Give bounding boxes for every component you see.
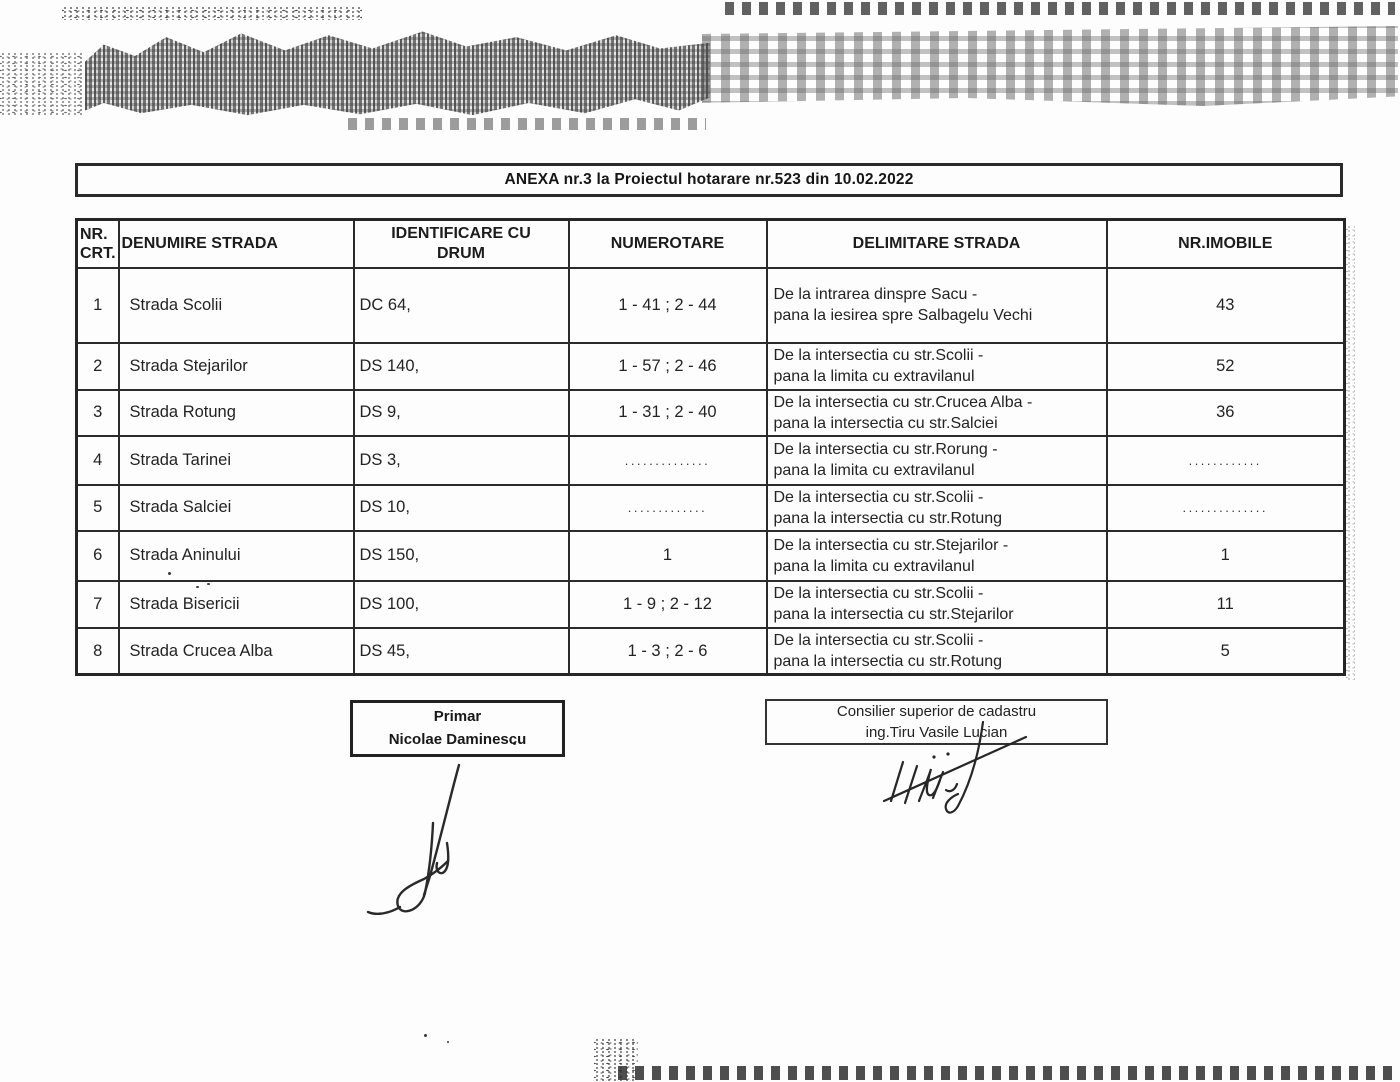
header-identificare-cu-drum: IDENTIFICARE CU DRUM <box>354 220 569 268</box>
cell-delimitare: De la intersectia cu str.Rorung - pana la limita cu extravilanul <box>767 436 1107 485</box>
table-header-row <box>77 220 1345 268</box>
scan-noise-top-checker <box>702 26 1398 106</box>
cell-denumire: Strada Tarinei <box>119 436 354 485</box>
cell-nr: 4 <box>77 436 119 485</box>
cell-numerotare: 1 - 31 ; 2 - 40 <box>569 390 767 436</box>
cell-numerotare: .............. <box>569 436 767 485</box>
table-row <box>77 436 1345 485</box>
cell-imobile: 43 <box>1107 268 1345 343</box>
table-row <box>77 485 1345 531</box>
cell-numerotare: 1 - 3 ; 2 - 6 <box>569 628 767 675</box>
cell-drum: DS 100, <box>354 581 569 628</box>
table-row <box>77 628 1345 675</box>
annex-title-banner <box>75 163 1343 197</box>
scan-noise-bottom-strip <box>618 1066 1400 1080</box>
header-denumire-strada: DENUMIRE STRADA <box>119 220 354 268</box>
cell-delimitare: De la intersectia cu str.Scolii - pana la intersectia cu str.Rotung <box>767 485 1107 531</box>
cell-nr: 2 <box>77 343 119 390</box>
cell-nr: 7 <box>77 581 119 628</box>
cell-numerotare: 1 <box>569 531 767 581</box>
cell-nr: 1 <box>77 268 119 343</box>
scan-noise-top-blob <box>85 24 710 118</box>
cell-numerotare: 1 - 9 ; 2 - 12 <box>569 581 767 628</box>
scan-noise-right-edge <box>1346 225 1355 680</box>
cell-delimitare: De la intersectia cu str.Scolii - pana la intersectia cu str.Rotung <box>767 628 1107 675</box>
cell-denumire: Strada Salciei <box>119 485 354 531</box>
cell-imobile: 5 <box>1107 628 1345 675</box>
scan-noise-top-dash-right <box>725 2 1395 15</box>
cell-denumire: Strada Scolii <box>119 268 354 343</box>
consilier-signature-box <box>765 699 1108 745</box>
cell-numerotare: 1 - 41 ; 2 - 44 <box>569 268 767 343</box>
cell-numerotare: 1 - 57 ; 2 - 46 <box>569 343 767 390</box>
cell-delimitare: De la intrarea dinspre Sacu - pana la iesirea spre Salbagelu Vechi <box>767 268 1107 343</box>
header-nr-crt: NR. CRT. <box>77 220 119 268</box>
table-row <box>77 390 1345 436</box>
cell-nr: 3 <box>77 390 119 436</box>
primar-role: Primar <box>433 708 482 725</box>
table-row <box>77 531 1345 581</box>
header-nr-imobile: NR.IMOBILE <box>1107 220 1345 268</box>
ink-speck <box>424 1034 427 1037</box>
cell-imobile: .............. <box>1107 485 1345 531</box>
cell-denumire: Strada Aninului <box>119 531 354 581</box>
street-table <box>75 218 1346 676</box>
cell-drum: DS 150, <box>354 531 569 581</box>
scan-noise-top-streak-left <box>62 6 362 20</box>
ink-speck <box>447 1041 449 1043</box>
cell-imobile: 36 <box>1107 390 1345 436</box>
cell-delimitare: De la intersectia cu str.Scolii - pana la intersectia cu str.Stejarilor <box>767 581 1107 628</box>
cell-numerotare: ............. <box>569 485 767 531</box>
cell-imobile: 1 <box>1107 531 1345 581</box>
cell-drum: DC 64, <box>354 268 569 343</box>
header-numerotare: NUMEROTARE <box>569 220 767 268</box>
cell-delimitare: De la intersectia cu str.Crucea Alba - pana la intersectia cu str.Salciei <box>767 390 1107 436</box>
primar-name: Nicolae Daminescu <box>388 730 527 748</box>
cell-denumire: Strada Stejarilor <box>119 343 354 390</box>
cell-delimitare: De la intersectia cu str.Stejarilor - pana la limita cu extravilanul <box>767 531 1107 581</box>
table-row <box>77 268 1345 343</box>
cell-nr: 8 <box>77 628 119 675</box>
cell-drum: DS 140, <box>354 343 569 390</box>
cell-drum: DS 10, <box>354 485 569 531</box>
table-row <box>77 581 1345 628</box>
cell-delimitare: De la intersectia cu str.Scolii - pana la limita cu extravilanul <box>767 343 1107 390</box>
cell-drum: DS 3, <box>354 436 569 485</box>
cell-imobile: 52 <box>1107 343 1345 390</box>
cell-denumire: Strada Rotung <box>119 390 354 436</box>
cell-drum: DS 9, <box>354 390 569 436</box>
consilier-role: Consilier superior de cadastru <box>836 703 1037 720</box>
cell-nr: 6 <box>77 531 119 581</box>
cell-imobile: 11 <box>1107 581 1345 628</box>
primar-handwritten-signature <box>368 765 459 914</box>
cell-nr: 5 <box>77 485 119 531</box>
consilier-name: ing.Tiru Vasile Lucian <box>865 724 1008 741</box>
header-delimitare-strada: DELIMITARE STRADA <box>767 220 1107 268</box>
cell-imobile: ............ <box>1107 436 1345 485</box>
scan-noise-bottom-blob <box>594 1038 638 1082</box>
cell-denumire: Strada Bisericii <box>119 581 354 628</box>
primar-signature-box <box>350 700 565 757</box>
table-row <box>77 343 1345 390</box>
scan-noise-top-fringe <box>348 118 706 130</box>
scan-noise-top-left-block <box>0 52 86 116</box>
annex-title-text: ANEXA nr.3 la Proiectul hotarare nr.523 din 10.02.2022 <box>504 171 914 188</box>
cell-denumire: Strada Crucea Alba <box>119 628 354 675</box>
cell-drum: DS 45, <box>354 628 569 675</box>
